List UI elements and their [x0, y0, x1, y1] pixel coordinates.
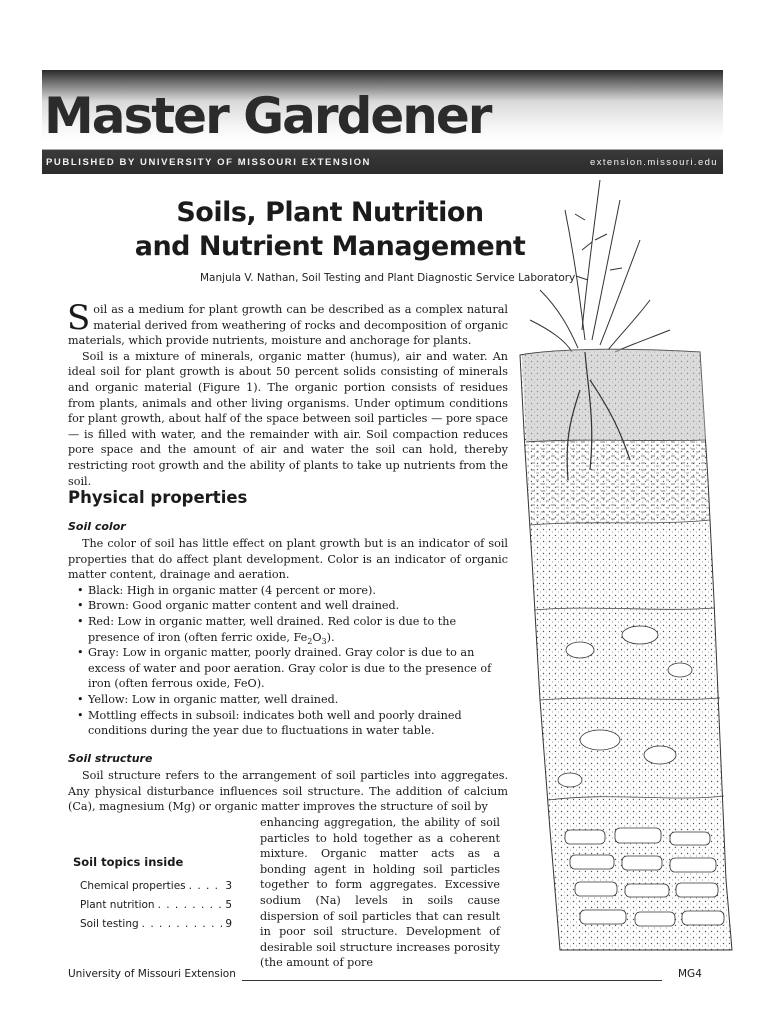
soil-structure-continued	[260, 815, 500, 971]
drop-cap: S	[67, 298, 91, 338]
intro-paragraph-2: Soil is a mixture of minerals, organic matter (humus), air and water. An ideal soil for plant growth is about 50 percent solids consisting of minerals and organic material (Figure 1). The organic portion consists of residues from plants, animals and other living organisms. Under optimum conditions for plant growth, about half of the space between soil particles — pore space — is filled with water, and the remainder with air. Soil compaction reduces pore space and the amount of air and water the soil can hold, thereby restricting root growth and the ability of plants to take up nutrients from the soil.	[68, 349, 508, 488]
toc-item-chemical-properties[interactable]: Chemical properties . . . 3	[80, 877, 232, 896]
toc-item-soil-testing[interactable]: Soil testing . . . 9	[80, 915, 232, 934]
toc-item-plant-nutrition[interactable]: Plant nutrition . . . 5	[80, 896, 232, 915]
footer-doc-code: MG4	[678, 968, 702, 980]
list-item: • Mottling effects in subsoil: indicates both well and poorly drained conditions during the year due to fluctuations in water table.	[68, 708, 508, 739]
soil-color-list	[68, 583, 508, 739]
footer-publisher: University of Missouri Extension	[68, 968, 236, 980]
title-line-1: Soils, Plant Nutrition	[176, 197, 484, 228]
soil-profile-illustration	[470, 180, 750, 960]
list-item: • Brown: Good organic matter content and well drained.	[68, 598, 508, 614]
soil-structure-paragraph-2: enhancing aggregation, the ability of soil particles to hold together as a coherent mixture. Organic matter acts as a bonding agent in holding soil particles together to form aggregates. Excessive sodium (Na) levels in soils cause dispersion of soil particles that can result in poor soil structure. Development of desirable soil structure increases porosity (the amount of pore	[260, 816, 500, 970]
list-item: • Red: Low in organic matter, well drained. Red color is due to the presence of iron (often ferric oxide, $Fe_2O_3$).	[68, 614, 508, 645]
soil-structure-section	[68, 768, 508, 815]
list-item: • Gray: Low in organic matter, poorly drained. Gray color is due to an excess of water and poor aeration. Gray color is due to the presence of iron (often ferrous oxide, FeO).	[68, 645, 508, 692]
soil-topics-sidebar	[68, 845, 238, 963]
soil-color-heading: Soil color	[68, 520, 126, 533]
footer-rule	[242, 980, 662, 981]
title-line-2: and Nutrient Management	[134, 231, 526, 262]
list-item: • Yellow: Low in organic matter, well drained.	[68, 692, 508, 708]
soil-structure-paragraph-1: Soil structure refers to the arrangement of soil particles into aggregates. Any physical disturbance influences soil structure. The addition of calcium (Ca), magnesium (Mg) or organic matter improves the structure of soil by	[68, 769, 508, 814]
intro-section	[67, 298, 508, 489]
plant-stems	[530, 180, 670, 352]
intro-paragraph-1: Soil as a medium for plant growth can be described as a complex natural material derived from weathering of rocks and decomposition of organic materials, which provide nutrients, moisture and anchorage for plants.	[67, 298, 508, 348]
soil-structure-heading: Soil structure	[68, 752, 153, 765]
soil-color-section	[68, 536, 508, 739]
physical-properties-heading: Physical properties	[68, 488, 248, 507]
soil-color-paragraph: The color of soil has little effect on plant growth but is an indicator of soil properties that do affect plant development. Color is an indicator of organic matter content, drainage and aeration.	[68, 537, 508, 582]
author-line: Manjula V. Nathan, Soil Testing and Plant Diagnostic Service Laboratory	[200, 272, 576, 284]
website-link[interactable]: extension.missouri.edu	[590, 157, 718, 168]
sidebar-heading: Soil topics inside	[73, 855, 184, 869]
publisher-line: PUBLISHED BY UNIVERSITY OF MISSOURI EXTENSION	[46, 157, 372, 168]
list-item: • Black: High in organic matter (4 percent or more).	[68, 583, 508, 599]
masthead-title: Master Gardener	[44, 87, 491, 145]
document-title	[120, 196, 540, 264]
